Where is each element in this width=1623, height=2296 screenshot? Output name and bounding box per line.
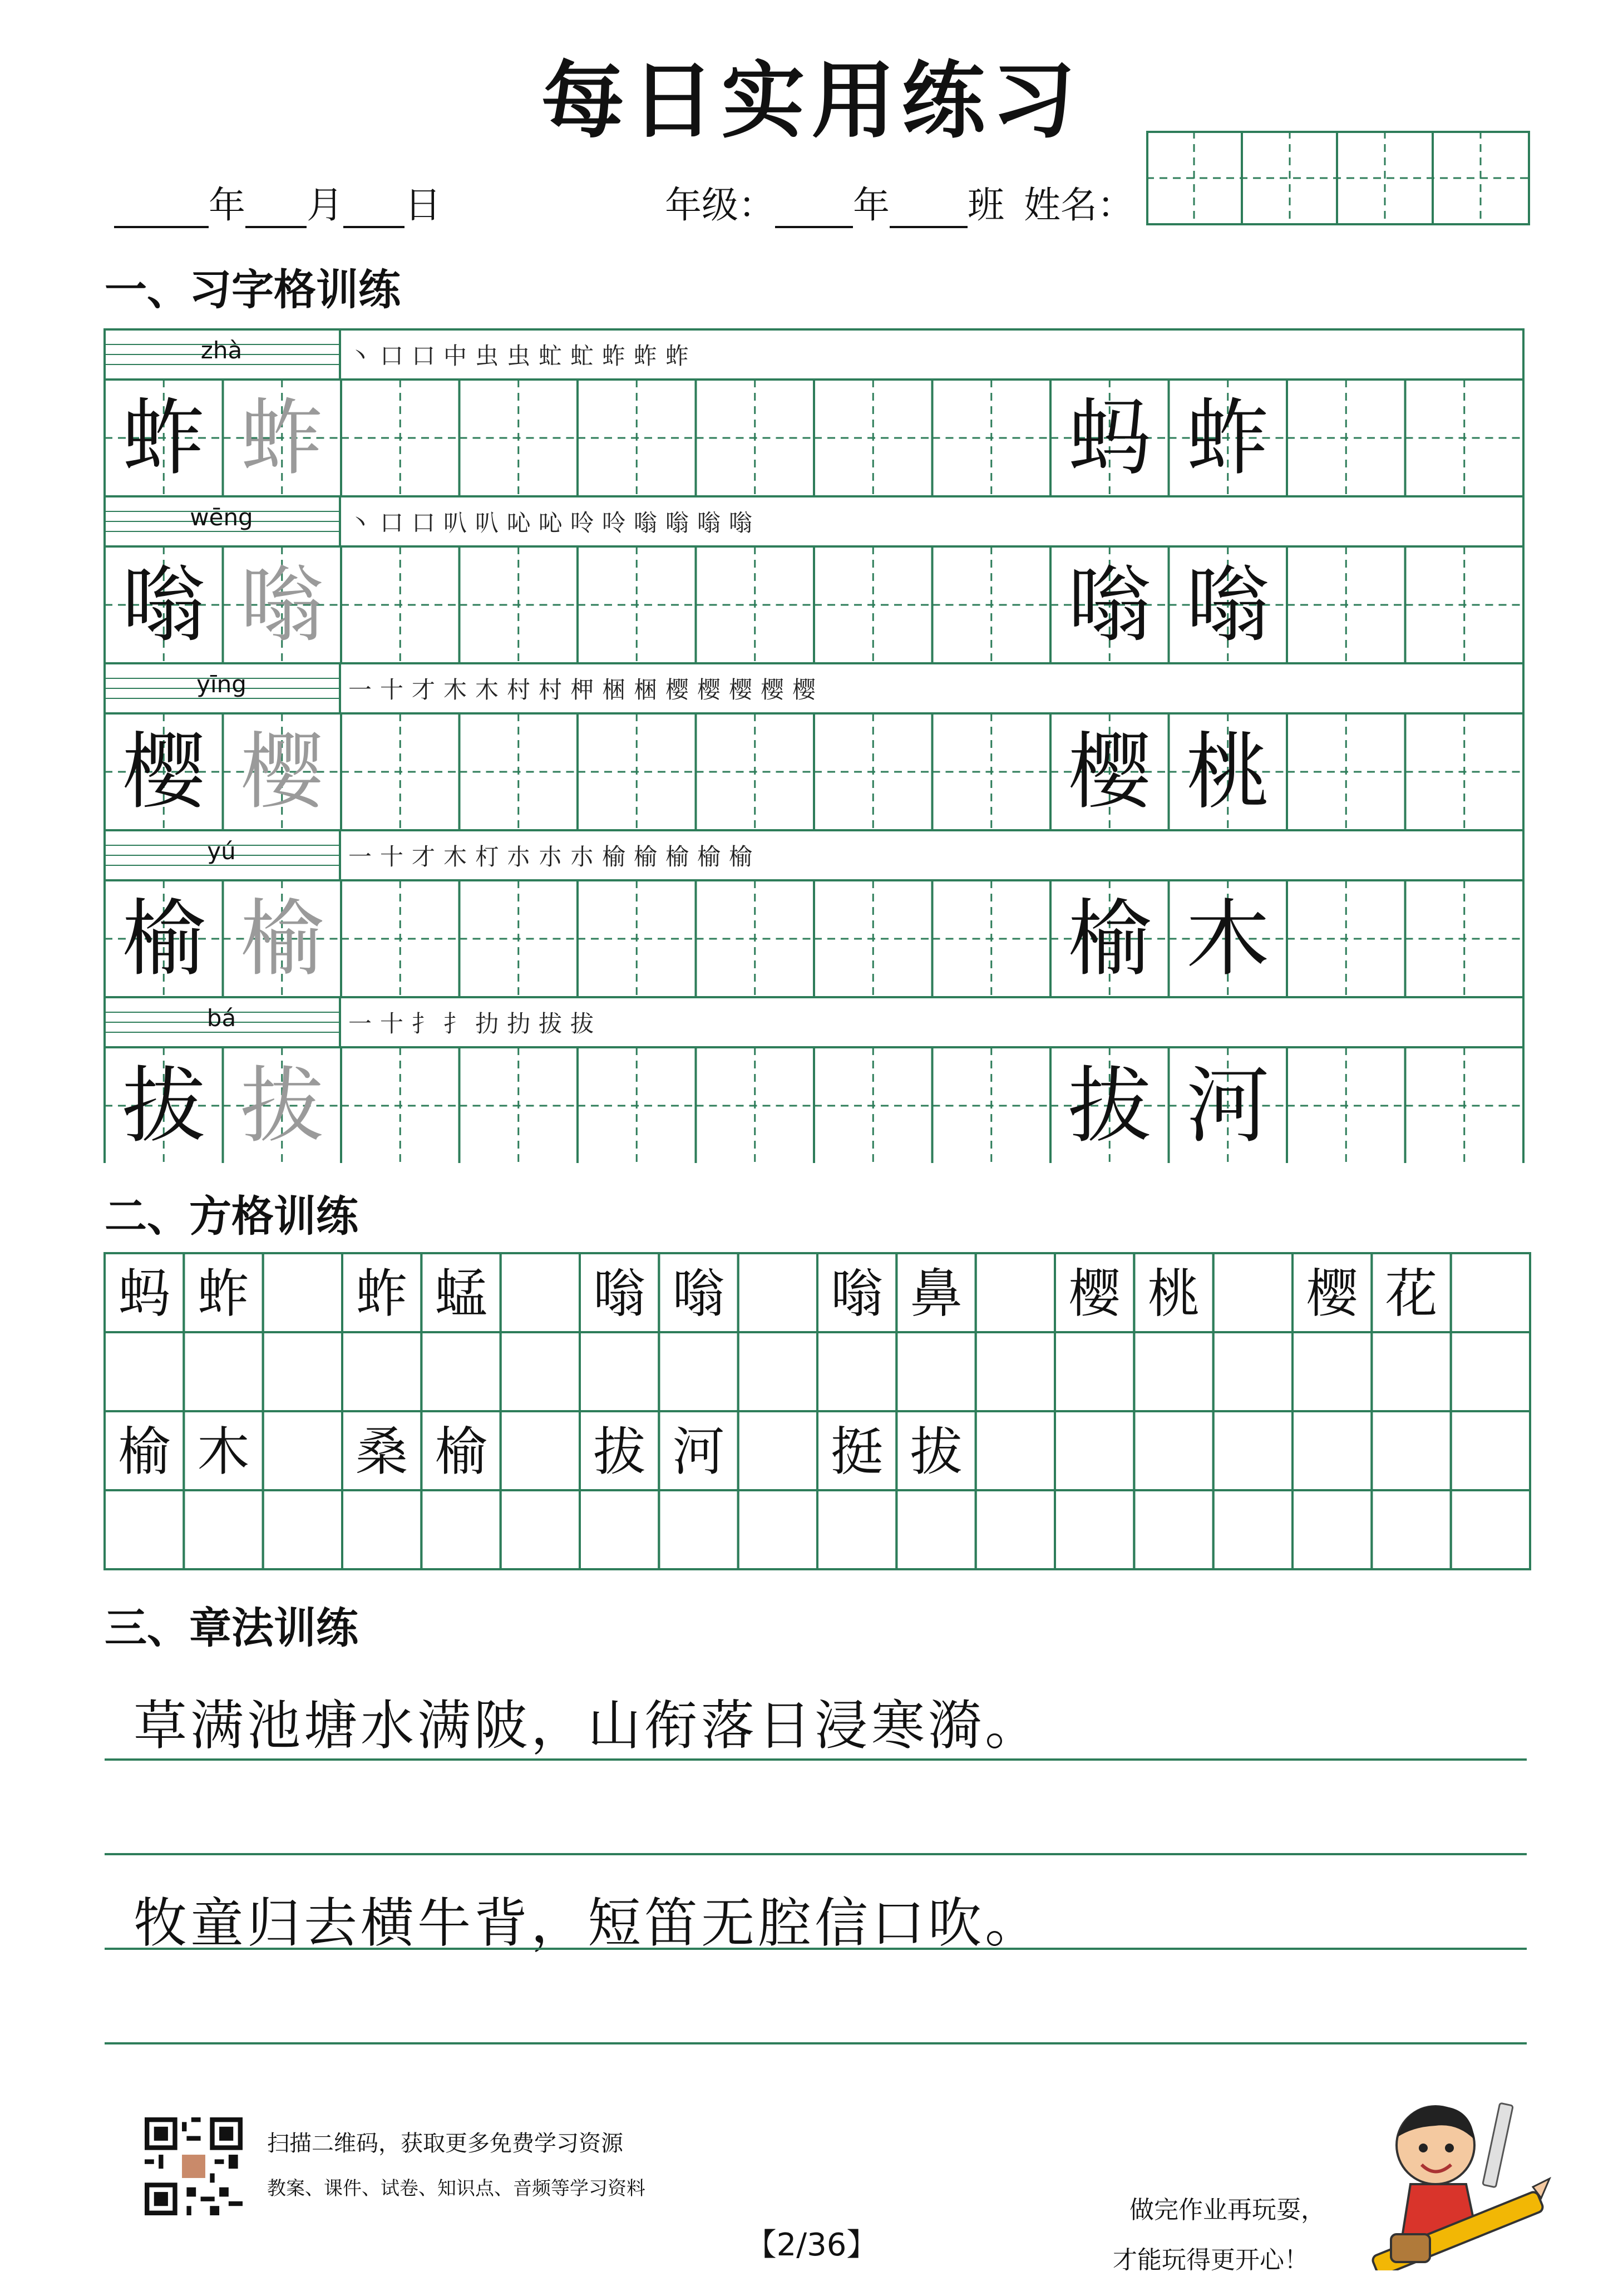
stroke-step: 吣 — [507, 509, 531, 536]
stroke-step: 口 — [380, 342, 404, 369]
grid-word-char: 鼻 — [910, 1264, 963, 1324]
stroke-step: 榆 — [602, 843, 626, 870]
square-box[interactable] — [1213, 1490, 1293, 1569]
grid-word-char: 木 — [197, 1422, 250, 1482]
practice-row[interactable] — [105, 997, 1523, 1163]
square-box[interactable] — [501, 1253, 580, 1332]
stroke-step: 拔 — [570, 1010, 594, 1037]
grid-word-char: 樱 — [1068, 1264, 1121, 1324]
writing-line[interactable] — [105, 1853, 1527, 1855]
square-box[interactable] — [896, 1490, 975, 1569]
stroke-step: 嗡 — [697, 509, 721, 536]
pinyin-label: yú — [207, 837, 236, 865]
square-box[interactable] — [1451, 1411, 1530, 1490]
word-char-1: 拔 — [1068, 1058, 1152, 1155]
grid-word-char: 樱 — [1306, 1264, 1359, 1324]
grid-word-char: 河 — [672, 1422, 725, 1482]
stroke-step: 村 — [539, 676, 563, 703]
class-fields: 年级： 年 班 姓名： — [665, 175, 1134, 228]
pinyin-label: wēng — [190, 504, 253, 531]
page-title: 每日实用练习 — [541, 53, 1082, 150]
slogan-line-2: 才能玩得更开心！ — [1113, 2246, 1309, 2274]
stroke-step: 木 — [443, 676, 467, 703]
square-box[interactable] — [421, 1332, 500, 1411]
practice-row[interactable] — [105, 830, 1523, 997]
stroke-step: 木 — [443, 843, 467, 870]
word-char-2: 嗡 — [1186, 557, 1270, 654]
stroke-step: 木 — [475, 676, 499, 703]
qr-caption-2: 教案、课件、试卷、知识点、音频等学习资料 — [267, 2177, 645, 2200]
square-box[interactable] — [817, 1490, 896, 1569]
square-box[interactable] — [1213, 1411, 1293, 1490]
poem-line-1: 草满池塘水满陂，山衔落日浸寒漪。 — [134, 1694, 1042, 1757]
square-box[interactable] — [263, 1490, 342, 1569]
model-char: 拔 — [122, 1058, 206, 1155]
word-char-1: 榆 — [1068, 891, 1152, 988]
square-box[interactable] — [263, 1332, 342, 1411]
square-box[interactable] — [1055, 1332, 1134, 1411]
square-box[interactable] — [1055, 1490, 1134, 1569]
square-box[interactable] — [976, 1411, 1055, 1490]
square-box[interactable] — [1451, 1253, 1530, 1332]
date-fields: 年 月 日 — [114, 175, 441, 228]
model-char: 榆 — [122, 891, 206, 988]
square-grid[interactable] — [103, 1252, 1533, 1572]
stroke-step: 樱 — [729, 676, 753, 703]
square-box[interactable] — [738, 1253, 817, 1332]
word-char-1: 樱 — [1068, 724, 1152, 821]
practice-row[interactable] — [105, 496, 1523, 663]
month-blank[interactable] — [245, 194, 307, 228]
stroke-step: 榆 — [697, 843, 721, 870]
word-char-2: 蚱 — [1186, 390, 1270, 487]
stroke-step: 叭 — [475, 509, 499, 536]
square-box[interactable] — [263, 1411, 342, 1490]
practice-row[interactable] — [105, 663, 1523, 830]
section-3-title: 三、章法训练 — [105, 1603, 358, 1653]
trace-char: 樱 — [240, 724, 324, 821]
stroke-step: 樱 — [792, 676, 816, 703]
grid-word-char: 桃 — [1147, 1264, 1200, 1324]
stroke-step: 虻 — [539, 342, 563, 369]
stroke-step: 蚱 — [634, 342, 658, 369]
square-box[interactable] — [342, 1332, 421, 1411]
grid-word-char: 榆 — [435, 1422, 487, 1482]
qr-caption-1: 扫描二维码，获取更多免费学习资源 — [267, 2131, 623, 2156]
stroke-step: 中 — [443, 342, 467, 369]
square-box[interactable] — [659, 1490, 738, 1569]
stroke-step: 朩 — [507, 843, 531, 870]
stroke-step: 口 — [380, 509, 404, 536]
writing-line[interactable] — [105, 2042, 1527, 2044]
stroke-step: 一 — [348, 1010, 372, 1037]
grid-word-char: 拔 — [593, 1422, 646, 1482]
stroke-step: 丶 — [348, 342, 372, 369]
model-char: 樱 — [122, 724, 206, 821]
stroke-step: 扐 — [475, 1010, 499, 1037]
stroke-step: 樱 — [761, 676, 785, 703]
stroke-step: 吣 — [539, 509, 563, 536]
slogan-line-1: 做完作业再玩耍， — [1129, 2196, 1325, 2224]
square-box[interactable] — [817, 1332, 896, 1411]
word-char-1: 蚂 — [1068, 390, 1152, 487]
stroke-step: 呤 — [570, 509, 594, 536]
practice-row[interactable] — [105, 329, 1523, 496]
square-box[interactable] — [738, 1490, 817, 1569]
stroke-step: 嗡 — [729, 509, 753, 536]
square-box[interactable] — [896, 1332, 975, 1411]
stroke-step: 扌 — [443, 1010, 467, 1037]
square-box[interactable] — [976, 1490, 1055, 1569]
grid-word-char: 蜢 — [435, 1264, 487, 1324]
square-box[interactable] — [501, 1411, 580, 1490]
stroke-step: 梱 — [634, 676, 658, 703]
grid-word-char: 挺 — [831, 1422, 884, 1482]
stroke-step: 柙 — [570, 676, 594, 703]
square-box[interactable] — [1372, 1332, 1451, 1411]
stroke-step: 朾 — [475, 843, 499, 870]
square-box[interactable] — [105, 1490, 184, 1569]
stroke-step: 梱 — [602, 676, 626, 703]
grid-word-char: 嗡 — [831, 1264, 884, 1324]
grid-word-char: 榆 — [118, 1422, 171, 1482]
square-box[interactable] — [580, 1490, 659, 1569]
stroke-step: 十 — [380, 843, 404, 870]
word-char-2: 河 — [1186, 1058, 1270, 1155]
square-box[interactable] — [501, 1332, 580, 1411]
word-char-2: 木 — [1186, 891, 1270, 988]
square-box[interactable] — [1134, 1490, 1213, 1569]
trace-char: 拔 — [240, 1058, 324, 1155]
square-box[interactable] — [342, 1490, 421, 1569]
square-box[interactable] — [1451, 1332, 1530, 1411]
stroke-step: 十 — [380, 676, 404, 703]
grid-word-char: 嗡 — [672, 1264, 725, 1324]
stroke-step: 朩 — [539, 843, 563, 870]
stroke-step: 叭 — [443, 509, 467, 536]
trace-char: 蚱 — [240, 390, 324, 487]
stroke-step: 扐 — [507, 1010, 531, 1037]
stroke-step: 口 — [412, 509, 436, 536]
stroke-step: 虫 — [475, 342, 499, 369]
pinyin-label: zhà — [200, 337, 243, 364]
trace-char: 嗡 — [240, 557, 324, 654]
square-box[interactable] — [501, 1490, 580, 1569]
writing-line[interactable] — [105, 1948, 1527, 1950]
square-box[interactable] — [1134, 1332, 1213, 1411]
grid-word-char: 嗡 — [593, 1264, 646, 1324]
stroke-step: 蚱 — [665, 342, 689, 369]
stroke-step: 榆 — [729, 843, 753, 870]
square-box[interactable] — [976, 1253, 1055, 1332]
stroke-step: 朩 — [570, 843, 594, 870]
class-blank[interactable] — [890, 194, 968, 228]
square-box[interactable] — [976, 1332, 1055, 1411]
square-box[interactable] — [1213, 1253, 1293, 1332]
trace-char: 榆 — [240, 891, 324, 988]
stroke-step: 虻 — [570, 342, 594, 369]
square-box[interactable] — [105, 1332, 184, 1411]
square-box[interactable] — [1293, 1490, 1372, 1569]
stroke-step: 樱 — [697, 676, 721, 703]
square-box[interactable] — [184, 1332, 263, 1411]
year-blank[interactable] — [114, 194, 209, 228]
stroke-step: 口 — [412, 342, 436, 369]
grid-word-char: 蚱 — [356, 1264, 408, 1324]
stroke-step: 村 — [507, 676, 531, 703]
pinyin-label: bá — [206, 1004, 236, 1032]
square-box[interactable] — [1372, 1490, 1451, 1569]
model-char: 蚱 — [122, 390, 206, 487]
stroke-step: 榆 — [665, 843, 689, 870]
square-box[interactable] — [1055, 1411, 1134, 1490]
stroke-step: 一 — [348, 676, 372, 703]
square-box[interactable] — [580, 1332, 659, 1411]
stroke-step: 蚱 — [602, 342, 626, 369]
grid-word-char: 花 — [1385, 1264, 1438, 1324]
stroke-step: 嗡 — [665, 509, 689, 536]
stroke-step: 嗡 — [634, 509, 658, 536]
section-2-title: 二、方格训练 — [105, 1191, 358, 1241]
square-box[interactable] — [1293, 1411, 1372, 1490]
square-box[interactable] — [738, 1332, 817, 1411]
square-box[interactable] — [184, 1490, 263, 1569]
section-1-title: 一、习字格训练 — [105, 265, 401, 314]
stroke-step: 才 — [412, 843, 436, 870]
stroke-step: 才 — [412, 676, 436, 703]
qr-code-icon — [145, 2117, 243, 2215]
square-box[interactable] — [421, 1490, 500, 1569]
stroke-step: 榆 — [634, 843, 658, 870]
grid-word-char: 拔 — [910, 1422, 963, 1482]
stroke-step: 一 — [348, 843, 372, 870]
word-char-2: 桃 — [1186, 724, 1270, 821]
stroke-step: 呤 — [602, 509, 626, 536]
square-box[interactable] — [1372, 1411, 1451, 1490]
square-box[interactable] — [659, 1332, 738, 1411]
grid-word-char: 蚱 — [197, 1264, 250, 1324]
name-boxes[interactable] — [1146, 131, 1530, 225]
model-char: 嗡 — [122, 557, 206, 654]
page-number: 【2/36】 — [745, 2227, 878, 2263]
square-box[interactable] — [1451, 1490, 1530, 1569]
grid-word-char: 桑 — [356, 1422, 408, 1482]
stroke-step: 扌 — [412, 1010, 436, 1037]
poem-line-2: 牧童归去横牛背，短笛无腔信口吹。 — [134, 1892, 1042, 1954]
pinyin-label: yīng — [196, 671, 246, 698]
writing-line[interactable] — [105, 1758, 1527, 1761]
stroke-step: 樱 — [665, 676, 689, 703]
stroke-step: 十 — [380, 1010, 404, 1037]
practice-grid[interactable] — [103, 328, 1525, 1163]
stroke-step: 拔 — [539, 1010, 563, 1037]
stroke-step: 丶 — [348, 509, 372, 536]
square-box[interactable] — [1293, 1332, 1372, 1411]
square-box[interactable] — [738, 1411, 817, 1490]
grid-word-char: 蚂 — [118, 1264, 171, 1324]
stroke-step: 虫 — [507, 342, 531, 369]
word-char-1: 嗡 — [1068, 557, 1152, 654]
square-box[interactable] — [1134, 1411, 1213, 1490]
square-box[interactable] — [263, 1253, 342, 1332]
day-blank[interactable] — [343, 194, 404, 228]
square-box[interactable] — [1213, 1332, 1293, 1411]
grade-blank[interactable] — [775, 194, 853, 228]
